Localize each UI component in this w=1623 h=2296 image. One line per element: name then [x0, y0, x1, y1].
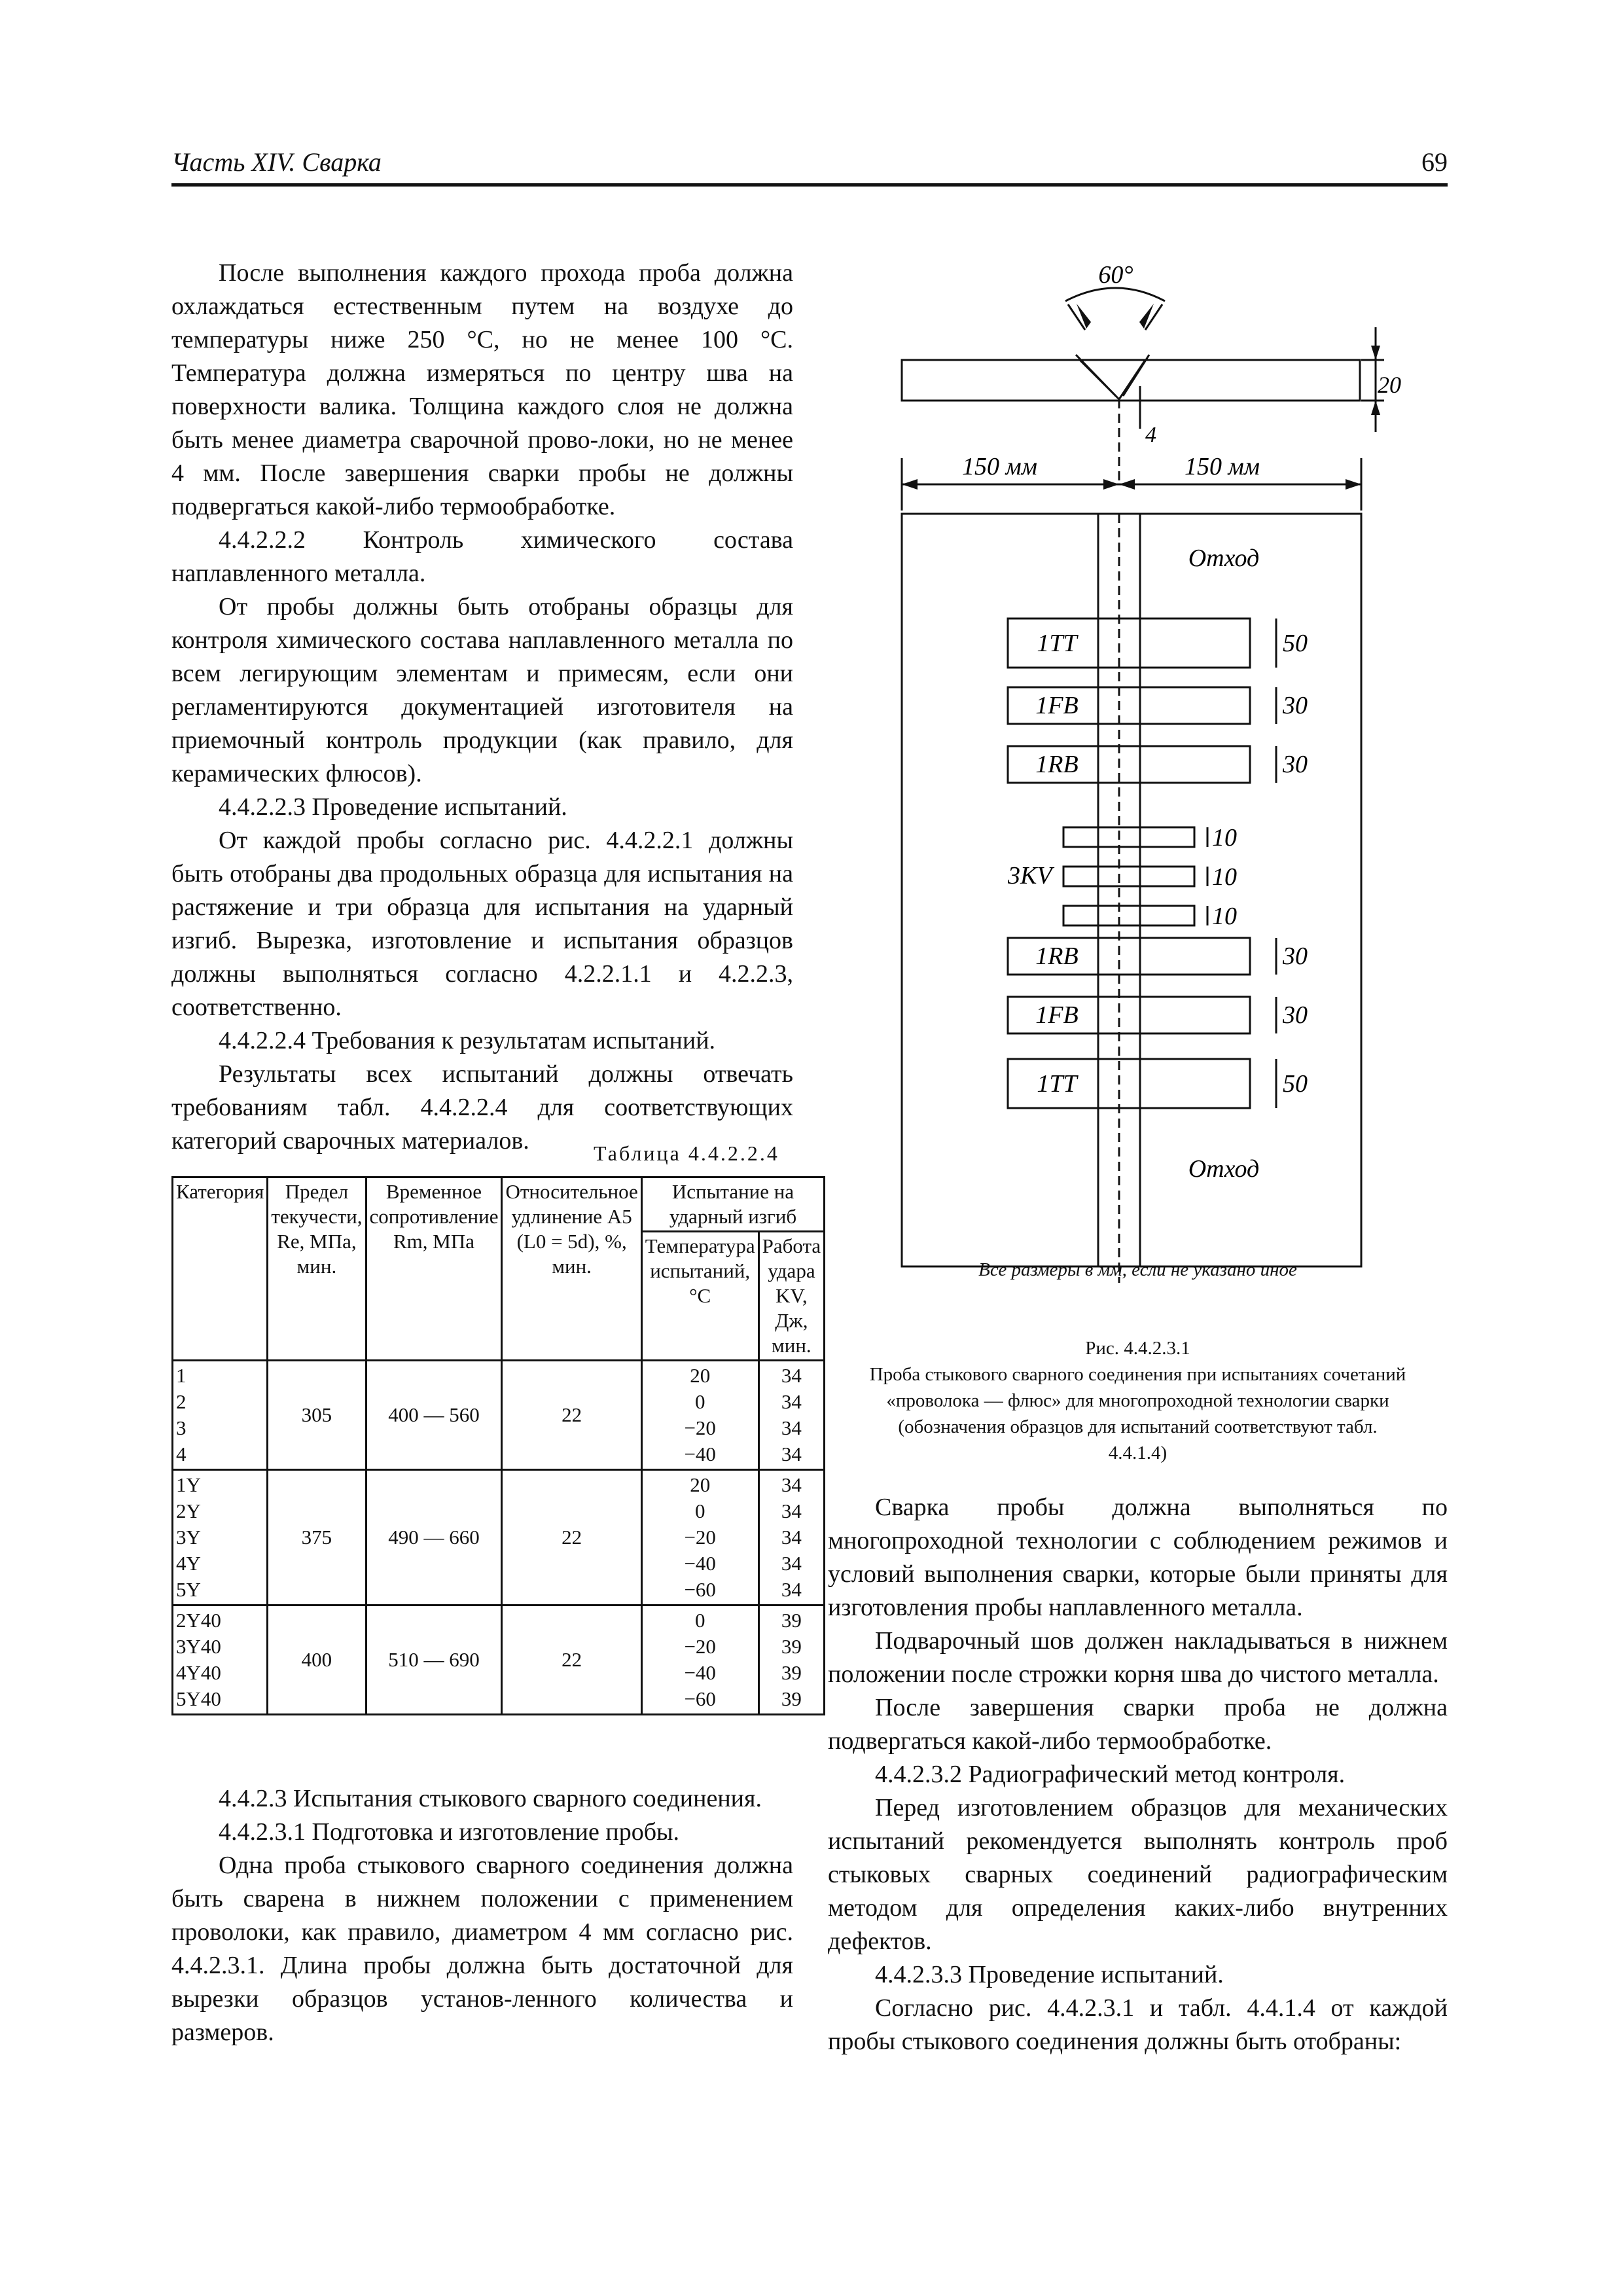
plate-plan-view — [902, 514, 1361, 1266]
kv-label: 3KV — [1008, 862, 1052, 889]
specimen-label: 1TT — [1037, 630, 1077, 657]
paragraph: После завершения сварки проба не должна подвергаться какой-либо термообработке. — [828, 1694, 1448, 1755]
kv-dim: 10 — [1212, 863, 1237, 891]
energy-cell-value: 34 — [781, 1526, 802, 1549]
paragraph: Результаты всех испытаний должны отвечать требованиям табл. 4.4.2.2.4 для соответствующих категорий сварочных материалов. — [171, 1060, 793, 1155]
specimen-dim: 30 — [1283, 942, 1308, 970]
width-right-label: 150 мм — [1185, 453, 1260, 480]
category-cell — [173, 1361, 268, 1470]
header-impact: Испытание на ударный изгиб — [641, 1177, 824, 1232]
category-cell-value: 2 — [176, 1390, 187, 1413]
paragraph: Согласно рис. 4.4.2.3.1 и табл. 4.4.1.4 от каждой пробы стыкового соединения должны быть отобраны: — [828, 1994, 1448, 2055]
paragraph: Перед изготовлением образцов для механических испытаний рекомендуется выполнять контроль проб стыковых сварных соединений радиографическим методом для определения каких-либо внутренних дефектов. — [828, 1794, 1448, 1955]
temperature-cell-value: 20 — [690, 1473, 711, 1496]
category-cell-value: 3Y — [176, 1526, 201, 1549]
page-number: 69 — [1421, 147, 1448, 177]
elongation-cell: 22 — [502, 1470, 641, 1605]
temperature-cell-value: −40 — [684, 1661, 716, 1684]
header-energy: Работа удара KV, Дж, мин. — [758, 1232, 825, 1361]
figure-caption: Проба стыкового сварного соединения при испытаниях сочетаний «проволока — флюс» для многопроходной технологии сварки (обозначения образцов для испытаний соответствуют табл. 4.4.1.4) — [869, 1364, 1406, 1463]
temperature-cell-value: −40 — [684, 1552, 716, 1575]
temperature-cell-value: −20 — [684, 1416, 716, 1439]
thickness-label: 20 — [1378, 372, 1401, 398]
figure-note: Все размеры в мм, если не указано иное — [978, 1259, 1297, 1280]
energy-cell-value: 34 — [781, 1499, 802, 1522]
weld-sample-figure — [877, 261, 1401, 1283]
section-heading: 4.4.2.3.2 Радиографический метод контроля. — [875, 1761, 1346, 1788]
energy-cell-value: 39 — [781, 1635, 802, 1658]
paragraph: После выполнения каждого прохода проба должна охлаждаться естественным путем на воздухе до температуры ниже 250 °С, но не менее 100 °С. Температура должна измеряться по центру шва на поверхности валика. Толщина каждого слоя не должна быть менее диаметра сварочной прово-локи, но не менее 4 мм. После завершения сварки пробы не должны подвергаться какой-либо термообработке. — [171, 259, 793, 520]
temperature-cell-value: −40 — [684, 1443, 716, 1465]
energy-cell-value: 34 — [781, 1473, 802, 1496]
tensile-cell: 490 — 660 — [366, 1470, 502, 1605]
elongation-cell: 22 — [502, 1361, 641, 1470]
specimen-dim: 30 — [1283, 692, 1308, 719]
specimen-label: 1RB — [1035, 751, 1079, 778]
category-cell-value: 2Y — [176, 1499, 201, 1522]
header-category: Категория — [173, 1177, 268, 1361]
category-cell-value: 4Y40 — [176, 1661, 221, 1684]
temperature-cell-value: −60 — [684, 1578, 716, 1601]
category-cell-value: 3Y40 — [176, 1635, 221, 1658]
paragraph: От каждой пробы согласно рис. 4.4.2.2.1 должны быть отобраны два продольных образца для испытания на растяжение и три образца для испытания на ударный изгиб. Вырезка, изготовление и испытания образцов должны выполняться согласно 4.2.2.1.1 и 4.2.2.3, соответственно. — [171, 827, 793, 1021]
tensile-cell: 400 — 560 — [366, 1361, 502, 1470]
section-heading: 4.4.2.2.3 Проведение испытаний. — [219, 793, 567, 821]
figure-number: Рис. 4.4.2.3.1 — [1085, 1338, 1190, 1359]
specimen-label: 1RB — [1035, 942, 1079, 970]
energy-cell — [758, 1605, 825, 1715]
paragraph: Одна проба стыкового сварного соединения должна быть сварена в нижнем положении с применением проволоки, как правило, диаметром 4 мм согласно рис. 4.4.2.3.1. Длина пробы должна быть достаточной для вырезки образцов установ-ленного количества и размеров. — [171, 1852, 793, 2046]
temperature-cell-value: −20 — [684, 1635, 716, 1658]
temperature-cell-value: 0 — [694, 1609, 705, 1632]
waste-top-label: Отход — [1188, 545, 1260, 572]
requirements-table — [171, 1176, 825, 1715]
width-left-label: 150 мм — [962, 453, 1038, 480]
energy-cell-value: 39 — [781, 1609, 802, 1632]
table-row — [173, 1361, 825, 1470]
running-title: Часть XIV. Сварка — [171, 147, 382, 177]
waste-bottom-label: Отход — [1188, 1155, 1260, 1183]
category-cell-value: 4Y — [176, 1552, 201, 1575]
paragraph: От пробы должны быть отобраны образцы для контроля химического состава наплавленного металла по всем легирующим элементам и примесям, если они регламентируются документацией изготовителя на приемочный контроль продукции (как правило, для керамических флюсов). — [171, 593, 793, 787]
specimen-dim: 30 — [1283, 751, 1308, 778]
kv-dim: 10 — [1212, 903, 1237, 930]
section-heading: 4.4.2.2.2 Контроль химического состава наплавленного металла. — [171, 526, 793, 587]
energy-cell-value: 34 — [781, 1416, 802, 1439]
category-cell-value: 5Y — [176, 1578, 201, 1601]
category-cell-value: 4 — [176, 1443, 187, 1465]
section-heading: 4.4.2.2.4 Требования к результатам испытаний. — [219, 1027, 716, 1054]
section-heading: 4.4.2.3 Испытания стыкового сварного соединения. — [219, 1785, 762, 1812]
energy-cell-value: 34 — [781, 1578, 802, 1601]
energy-cell-value: 34 — [781, 1443, 802, 1465]
left-column-bottom-text — [171, 1782, 793, 2049]
elongation-cell: 22 — [502, 1605, 641, 1715]
temperature-cell-value: 20 — [690, 1364, 711, 1387]
specimen-label: 1TT — [1037, 1070, 1077, 1098]
header-yield: Предел текучести, Re, МПа, мин. — [268, 1177, 366, 1361]
header-temperature: Температура испытаний, °С — [641, 1232, 758, 1361]
paragraph: Сварка пробы должна выполняться по многопроходной технологии с соблюдением режимов и условий выполнения сварки, которые были приняты для изготовления пробы наплавленного металла. — [828, 1494, 1448, 1621]
specimen-dim: 50 — [1283, 630, 1308, 657]
table-row — [173, 1605, 825, 1715]
header-elongation: Относительное удлинение A5 (L0 = 5d), %, мин. — [502, 1177, 641, 1361]
temperature-cell-value: 0 — [694, 1499, 705, 1522]
yield-cell: 305 — [268, 1361, 366, 1470]
energy-cell-value: 39 — [781, 1687, 802, 1710]
category-cell-value: 1 — [176, 1364, 187, 1387]
temperature-cell — [641, 1470, 758, 1605]
energy-cell — [758, 1361, 825, 1470]
specimen-label: 1FB — [1035, 692, 1079, 719]
category-cell-value: 3 — [176, 1416, 187, 1439]
energy-cell — [758, 1470, 825, 1605]
right-column-text — [828, 1491, 1448, 2058]
category-cell-value: 5Y40 — [176, 1687, 221, 1710]
specimen-label: 1FB — [1035, 1001, 1079, 1029]
header-tensile: Временное сопротивление Rm, МПа — [366, 1177, 502, 1361]
energy-cell-value: 34 — [781, 1390, 802, 1413]
table-caption: Таблица 4.4.2.2.4 — [594, 1141, 779, 1165]
section-heading: 4.4.2.3.3 Проведение испытаний. — [875, 1961, 1224, 1988]
root-label: 4 — [1145, 423, 1156, 447]
category-cell-value: 1Y — [176, 1473, 201, 1496]
energy-cell-value: 34 — [781, 1364, 802, 1387]
yield-cell: 400 — [268, 1605, 366, 1715]
page-header — [171, 144, 1448, 187]
temperature-cell-value: −20 — [684, 1526, 716, 1549]
category-cell-value: 2Y40 — [176, 1609, 221, 1632]
energy-cell-value: 34 — [781, 1552, 802, 1575]
energy-cell-value: 39 — [781, 1661, 802, 1684]
section-heading: 4.4.2.3.1 Подготовка и изготовление пробы. — [219, 1818, 680, 1846]
left-column-text — [171, 257, 793, 1158]
temperature-cell — [641, 1361, 758, 1470]
paragraph: Подварочный шов должен накладываться в нижнем положении после строжки корня шва до чистого металла. — [828, 1627, 1448, 1688]
table-row — [173, 1470, 825, 1605]
temperature-cell-value: −60 — [684, 1687, 716, 1710]
tensile-cell: 510 — 690 — [366, 1605, 502, 1715]
angle-label: 60° — [1098, 261, 1133, 289]
category-cell — [173, 1470, 268, 1605]
category-cell — [173, 1605, 268, 1715]
specimen-dim: 30 — [1283, 1001, 1308, 1029]
kv-dim: 10 — [1212, 824, 1237, 852]
yield-cell: 375 — [268, 1470, 366, 1605]
table-header-row — [173, 1177, 825, 1232]
temperature-cell-value: 0 — [694, 1390, 705, 1413]
temperature-cell — [641, 1605, 758, 1715]
specimen-dim: 50 — [1283, 1070, 1308, 1098]
